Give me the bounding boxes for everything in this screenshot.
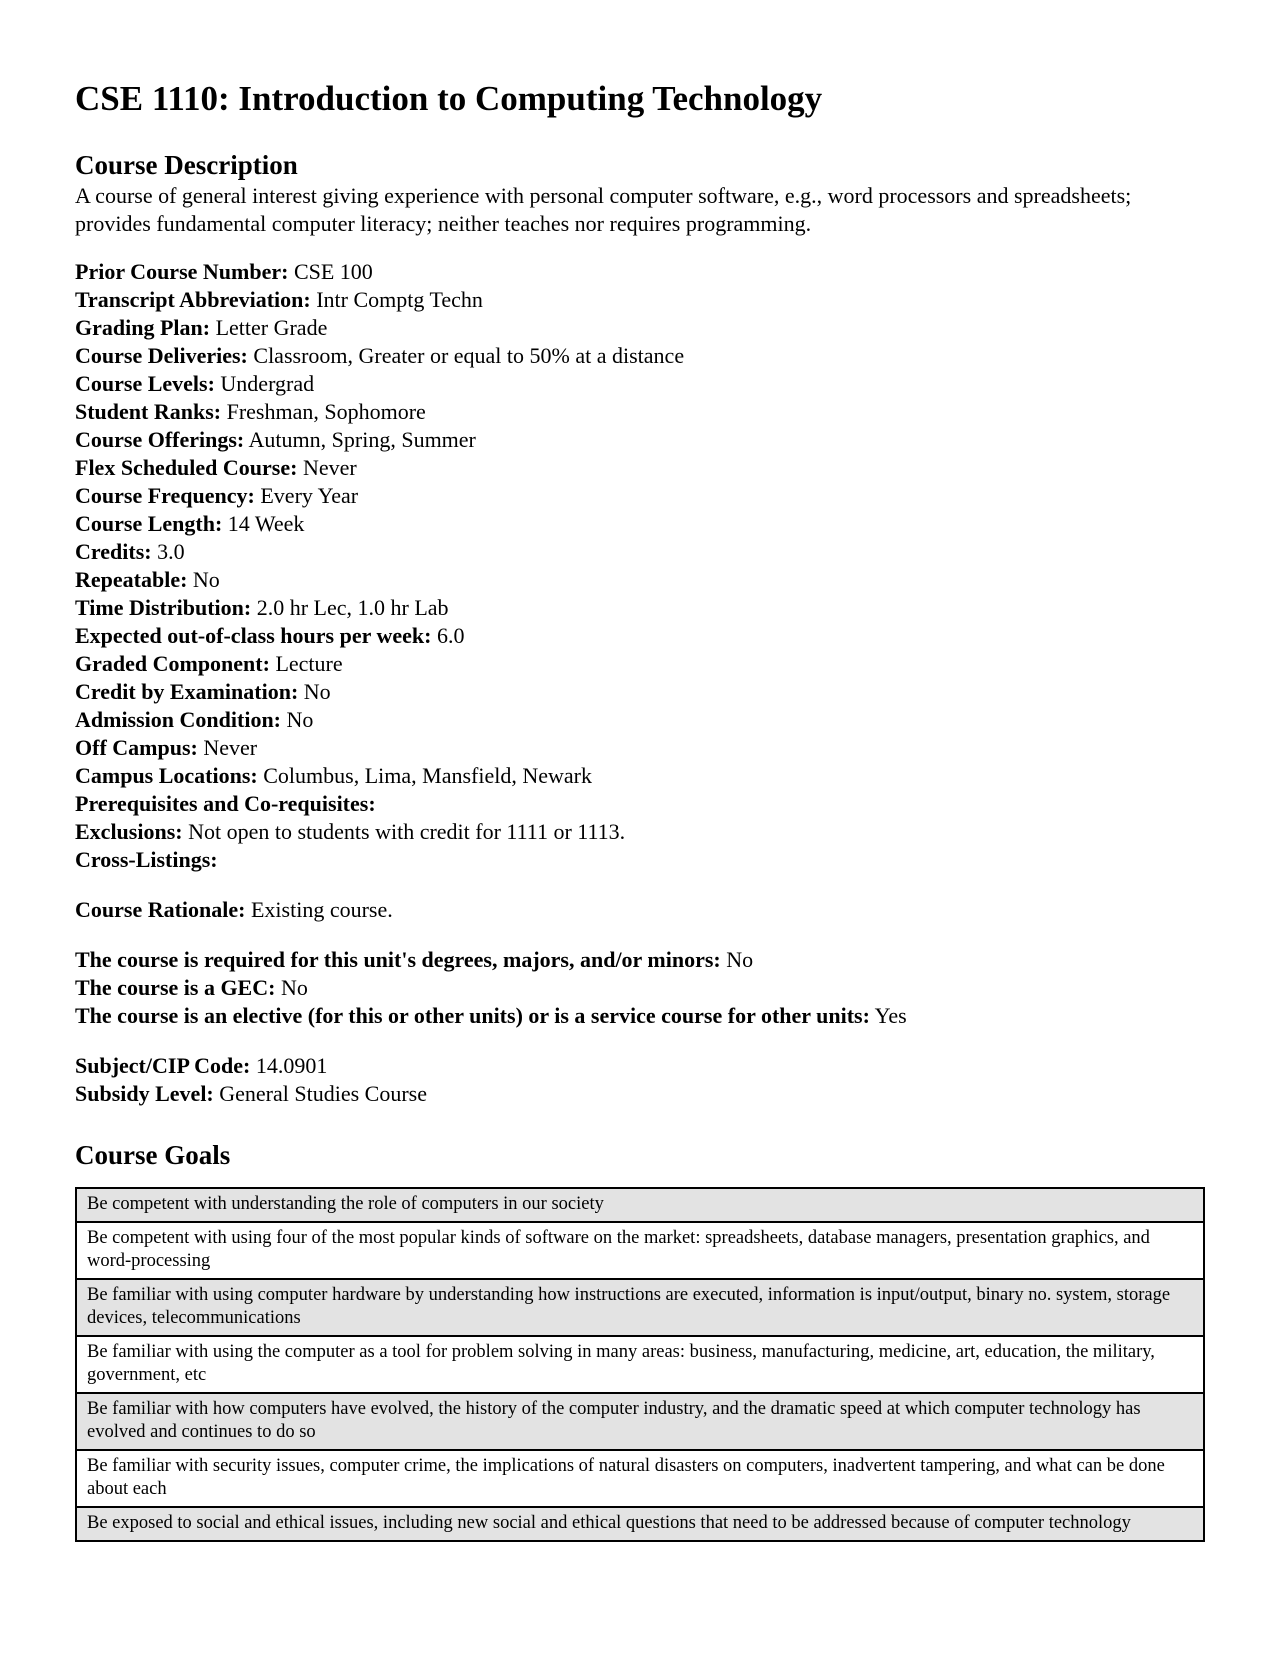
field-label: Subsidy Level: bbox=[75, 1081, 214, 1107]
field-value: No bbox=[726, 947, 754, 973]
field-value: General Studies Course bbox=[219, 1081, 427, 1107]
field-credit-by-examination bbox=[75, 678, 1205, 706]
goal-cell: Be competent with understanding the role of computers in our society bbox=[76, 1188, 1204, 1222]
field-label: Subject/CIP Code: bbox=[75, 1053, 251, 1079]
field-label: The course is a GEC: bbox=[75, 975, 276, 1001]
field-value: 14.0901 bbox=[255, 1053, 328, 1079]
field-label: Prerequisites and Co-requisites: bbox=[75, 791, 376, 817]
field-label: Campus Locations: bbox=[75, 763, 258, 789]
field-repeatable bbox=[75, 566, 1205, 594]
goals-table bbox=[75, 1187, 1205, 1542]
table-row bbox=[76, 1188, 1204, 1222]
field-label: Course Offerings: bbox=[75, 427, 245, 453]
field-transcript-abbreviation bbox=[75, 286, 1205, 314]
course-fields bbox=[75, 258, 1205, 874]
goal-cell: Be familiar with using computer hardware by understanding how instructions are executed, information is input/output, binary no. system, storage devices, telecommunications bbox=[76, 1279, 1204, 1336]
field-grading-plan bbox=[75, 314, 1205, 342]
table-row bbox=[76, 1507, 1204, 1541]
field-value: Intr Comptg Techn bbox=[316, 287, 483, 313]
field-value: Never bbox=[302, 455, 357, 481]
field-prerequisites bbox=[75, 790, 1205, 818]
field-value: 6.0 bbox=[436, 623, 465, 649]
field-label: Course Length: bbox=[75, 511, 223, 537]
field-value: 14 Week bbox=[227, 511, 305, 537]
table-row bbox=[76, 1450, 1204, 1507]
field-value: Not open to students with credit for 1111 or 1113. bbox=[188, 819, 626, 845]
field-value: Undergrad bbox=[220, 371, 315, 397]
field-value: Freshman, Sophomore bbox=[226, 399, 426, 425]
field-course-length bbox=[75, 510, 1205, 538]
field-label: Grading Plan: bbox=[75, 315, 211, 341]
field-course-levels bbox=[75, 370, 1205, 398]
goal-cell: Be exposed to social and ethical issues, including new social and ethical questions that need to be addressed because of computer technology bbox=[76, 1507, 1204, 1541]
field-elective-service bbox=[75, 1002, 1205, 1030]
field-label: Graded Component: bbox=[75, 651, 270, 677]
field-label: Transcript Abbreviation: bbox=[75, 287, 311, 313]
field-graded-component bbox=[75, 650, 1205, 678]
field-subsidy-level bbox=[75, 1080, 1205, 1108]
field-label: The course is required for this unit's degrees, majors, and/or minors: bbox=[75, 947, 721, 973]
goal-cell: Be familiar with using the computer as a tool for problem solving in many areas: business, manufacturing, medicine, art, education, the military, government, etc bbox=[76, 1336, 1204, 1393]
field-label: Course Frequency: bbox=[75, 483, 255, 509]
goal-cell: Be familiar with how computers have evolved, the history of the computer industry, and the dramatic speed at which computer technology has evolved and continues to do so bbox=[76, 1393, 1204, 1450]
field-label: Credits: bbox=[75, 539, 152, 565]
requirements-block bbox=[75, 946, 1205, 1030]
table-row bbox=[76, 1222, 1204, 1279]
field-value: Existing course. bbox=[250, 897, 393, 923]
field-value: Lecture bbox=[275, 651, 343, 677]
field-label: Cross-Listings: bbox=[75, 847, 218, 873]
field-exclusions bbox=[75, 818, 1205, 846]
field-value: Classroom, Greater or equal to 50% at a distance bbox=[253, 343, 685, 369]
page-title: CSE 1110: Introduction to Computing Technology bbox=[75, 79, 823, 118]
field-label: The course is an elective (for this or other units) or is a service course for other units: bbox=[75, 1003, 870, 1029]
field-credits bbox=[75, 538, 1205, 566]
field-value: No bbox=[303, 679, 331, 705]
table-row bbox=[76, 1393, 1204, 1450]
field-course-offerings bbox=[75, 426, 1205, 454]
field-label: Exclusions: bbox=[75, 819, 183, 845]
field-gec bbox=[75, 974, 1205, 1002]
field-required-for-degrees bbox=[75, 946, 1205, 974]
field-value: Columbus, Lima, Mansfield, Newark bbox=[263, 763, 592, 789]
field-course-deliveries bbox=[75, 342, 1205, 370]
field-value: No bbox=[192, 567, 220, 593]
field-time-distribution bbox=[75, 594, 1205, 622]
description-text: A course of general interest giving experience with personal computer software, e.g., word processors and spreadsheets; provides fundamental computer literacy; neither teaches nor requires programming. bbox=[75, 183, 1132, 237]
field-label: Expected out-of-class hours per week: bbox=[75, 623, 432, 649]
field-label: Prior Course Number: bbox=[75, 259, 289, 285]
rationale-block bbox=[75, 896, 1205, 924]
goal-cell: Be familiar with security issues, computer crime, the implications of natural disasters on computers, inadvertent tampering, and what can be done about each bbox=[76, 1450, 1204, 1507]
goal-cell: Be competent with using four of the most popular kinds of software on the market: spreadsheets, database managers, presentation graphics, and word-processing bbox=[76, 1222, 1204, 1279]
field-label: Course Rationale: bbox=[75, 897, 246, 923]
field-value: Every Year bbox=[260, 483, 359, 509]
field-value: 2.0 hr Lec, 1.0 hr Lab bbox=[256, 595, 449, 621]
field-value: No bbox=[280, 975, 308, 1001]
field-value: Never bbox=[203, 735, 258, 761]
field-label: Off Campus: bbox=[75, 735, 198, 761]
field-value: Letter Grade bbox=[215, 315, 328, 341]
field-admission-condition bbox=[75, 706, 1205, 734]
table-row bbox=[76, 1279, 1204, 1336]
field-course-frequency bbox=[75, 482, 1205, 510]
field-subject-cip-code bbox=[75, 1052, 1205, 1080]
field-flex-scheduled-course bbox=[75, 454, 1205, 482]
field-label: Credit by Examination: bbox=[75, 679, 299, 705]
field-label: Repeatable: bbox=[75, 567, 188, 593]
field-course-rationale bbox=[75, 896, 1205, 924]
description-heading: Course Description bbox=[75, 150, 298, 180]
field-label: Student Ranks: bbox=[75, 399, 222, 425]
field-label: Admission Condition: bbox=[75, 707, 282, 733]
field-campus-locations bbox=[75, 762, 1205, 790]
table-row bbox=[76, 1336, 1204, 1393]
field-value: No bbox=[286, 707, 314, 733]
field-value: Yes bbox=[874, 1003, 907, 1029]
field-value: Autumn, Spring, Summer bbox=[248, 427, 476, 453]
field-value: CSE 100 bbox=[293, 259, 373, 285]
codes-block bbox=[75, 1052, 1205, 1108]
field-off-campus bbox=[75, 734, 1205, 762]
field-label: Flex Scheduled Course: bbox=[75, 455, 298, 481]
goals-heading: Course Goals bbox=[75, 1140, 231, 1171]
field-cross-listings bbox=[75, 846, 1205, 874]
document-page bbox=[75, 78, 1205, 1542]
field-prior-course-number bbox=[75, 258, 1205, 286]
field-label: Time Distribution: bbox=[75, 595, 252, 621]
field-expected-hours bbox=[75, 622, 1205, 650]
field-label: Course Levels: bbox=[75, 371, 215, 397]
field-value: 3.0 bbox=[157, 539, 185, 565]
field-label: Course Deliveries: bbox=[75, 343, 248, 369]
field-student-ranks bbox=[75, 398, 1205, 426]
